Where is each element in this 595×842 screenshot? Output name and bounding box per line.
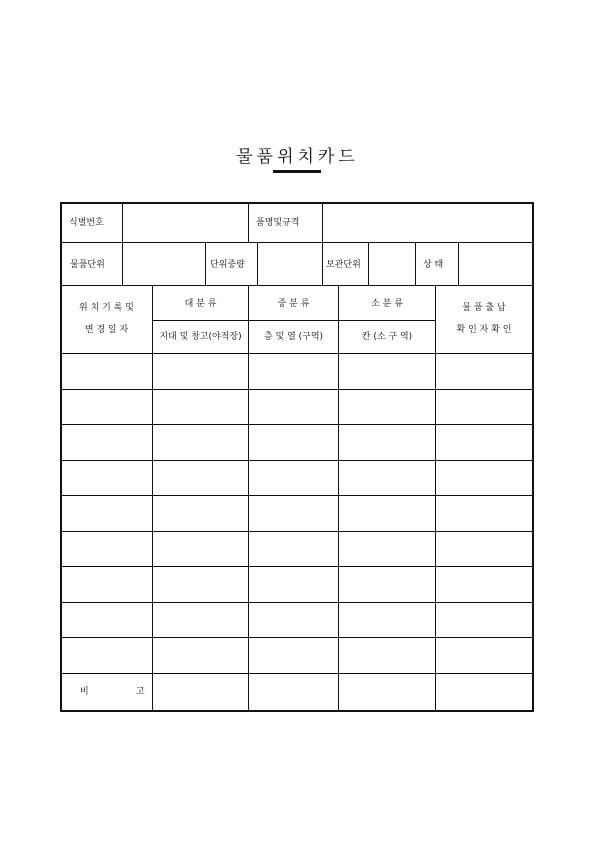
col-divider — [248, 286, 249, 711]
col-divider — [248, 203, 249, 243]
label-item-unit: 물품단위 — [70, 260, 105, 270]
row-divider — [61, 566, 533, 567]
row-divider — [61, 460, 533, 461]
col-divider — [322, 243, 323, 286]
row-divider — [61, 242, 533, 243]
col-divider — [458, 243, 459, 286]
header-minor-top: 소 분 류 — [371, 299, 403, 309]
col-divider — [122, 243, 123, 286]
col-divider — [435, 286, 436, 711]
row-divider — [61, 495, 533, 496]
row-divider — [61, 424, 533, 425]
col-divider — [338, 286, 339, 711]
label-id-number: 식별번호 — [69, 218, 104, 228]
col-divider — [415, 243, 416, 286]
header-confirm-line2: 확 인 자 확 인 — [456, 325, 512, 335]
header-location-line1: 위 치 기 록 및 — [79, 303, 134, 313]
row-divider — [61, 353, 533, 354]
col-divider — [368, 243, 369, 286]
table-border-left — [60, 202, 62, 712]
table-border-right — [532, 202, 534, 712]
header-major-bottom: 지대 및 창고(야적장) — [159, 332, 242, 342]
header-middle-bottom: 층 및 열 (구역) — [263, 332, 324, 342]
header-confirm-line1: 물 품 출 납 — [462, 303, 506, 313]
label-unit-weight: 단위중량 — [210, 260, 245, 270]
col-divider — [322, 203, 323, 243]
label-storage-unit: 보관단위 — [326, 260, 361, 270]
header-middle-top: 중 분 류 — [277, 299, 310, 309]
header-major-top: 대 분 류 — [184, 299, 217, 309]
col-divider — [122, 203, 123, 243]
table-border-top — [60, 202, 534, 204]
row-divider — [61, 673, 533, 674]
remarks-label-right: 고 — [136, 687, 145, 697]
col-divider — [205, 243, 206, 286]
header-minor-bottom: 칸 (소 구 역) — [361, 332, 413, 342]
label-status: 상 태 — [423, 260, 444, 270]
row-divider — [61, 637, 533, 638]
title-underline — [273, 170, 321, 173]
col-divider — [152, 286, 153, 711]
label-item-spec: 품명및규격 — [256, 218, 300, 228]
form-title: 물품위치카드 — [236, 147, 359, 167]
row-divider — [152, 320, 435, 321]
header-location-line2: 변 경 일 자 — [84, 325, 129, 335]
row-divider — [61, 602, 533, 603]
row-divider — [61, 389, 533, 390]
remarks-label-left: 비 — [80, 687, 89, 697]
col-divider — [257, 243, 258, 286]
row-divider — [61, 531, 533, 532]
row-divider — [61, 285, 533, 286]
table-border-bottom — [60, 710, 534, 712]
